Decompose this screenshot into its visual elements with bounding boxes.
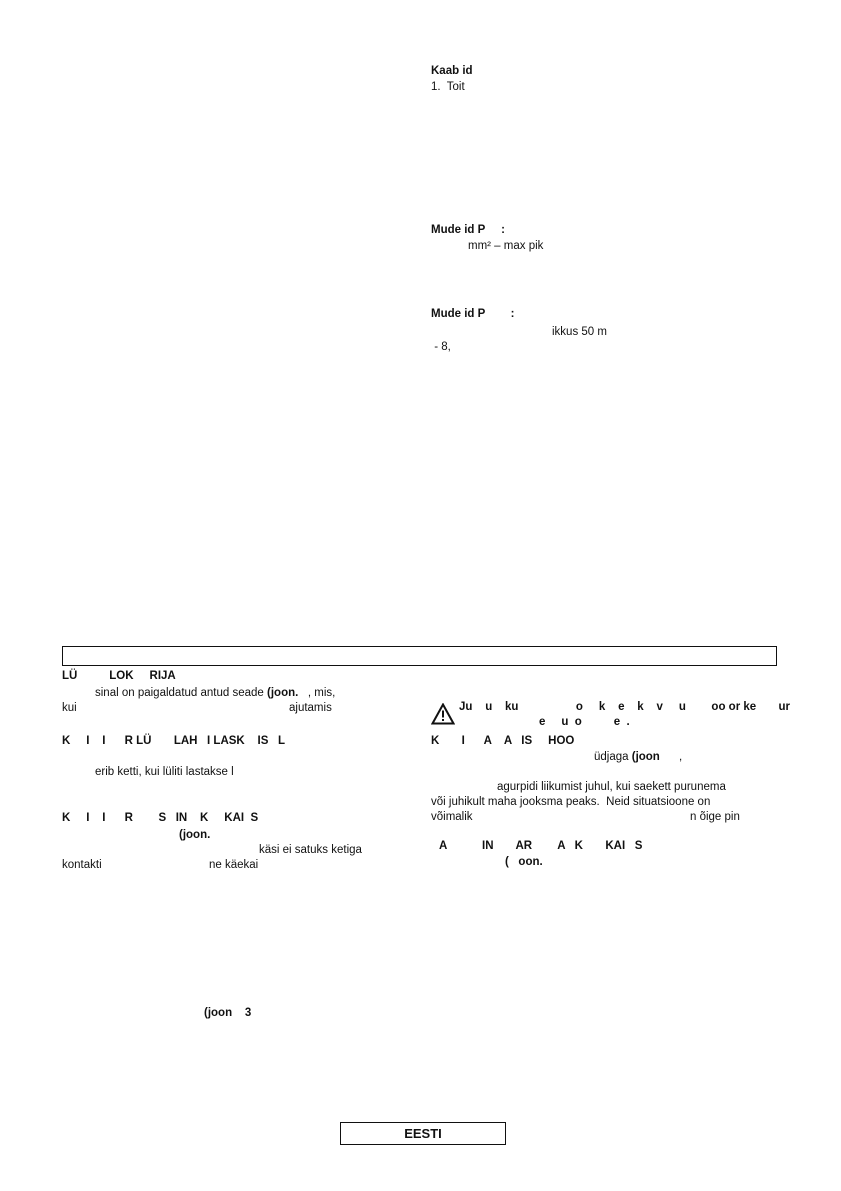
warning-icon bbox=[431, 703, 455, 725]
left-heading-1: LÜ LOK RIJA bbox=[62, 670, 176, 682]
right-heading-2: A IN AR A K KAI S bbox=[439, 840, 643, 852]
section-header-box bbox=[62, 646, 777, 666]
kaablid-heading: Kaab id bbox=[431, 65, 473, 77]
kaablid-line: 1. Toit bbox=[431, 81, 465, 93]
right-para-2-line-1: agurpidi liikumist juhul, kui saekett purunema bbox=[497, 781, 726, 793]
right-para-2-line-3a: võimalik bbox=[431, 811, 473, 823]
warning-text-line-2: e u o e . bbox=[539, 716, 630, 728]
left-para-3-line-3a: kontakti bbox=[62, 859, 102, 871]
right-para-3-line-1: ( oon. bbox=[505, 856, 543, 868]
right-heading-1: K I A A IS HOO bbox=[431, 735, 575, 747]
left-figure-ref: (joon 3 bbox=[204, 1007, 252, 1019]
mudel1-line: mm² – max pik bbox=[468, 240, 544, 252]
left-para-3-line-1: (joon. bbox=[179, 829, 211, 841]
language-label: EESTI bbox=[340, 1122, 506, 1145]
left-para-1-line-1: sinal on paigaldatud antud seade (joon. , mis, bbox=[95, 687, 336, 699]
mudel2-line1: ikkus 50 m bbox=[552, 326, 607, 338]
right-para-1-line-1: üdjaga (joon , bbox=[594, 751, 683, 763]
right-para-2-line-3b: n õige pin bbox=[690, 811, 740, 823]
left-para-1-line-2b: ajutamis bbox=[289, 702, 332, 714]
left-heading-2: K I I R LÜ LAH I LASK IS L bbox=[62, 735, 285, 747]
warning-text-line-1: Ju u ku o k e k v u oo or ke ur bbox=[459, 701, 791, 713]
mudel1-heading: Mude id P : bbox=[431, 224, 505, 236]
mudel2-line2: - 8, bbox=[431, 341, 451, 353]
left-para-2-line-1: erib ketti, kui lüliti lastakse l bbox=[95, 766, 234, 778]
left-para-3-line-2: käsi ei satuks ketiga bbox=[259, 844, 362, 856]
mudel2-heading: Mude id P : bbox=[431, 308, 515, 320]
left-heading-3: K I I R S IN K KAI S bbox=[62, 812, 259, 824]
right-para-2-line-2: või juhikult maha jooksma peaks. Neid situatsioone on bbox=[431, 796, 711, 808]
left-para-3-line-3b: ne käekai bbox=[209, 859, 259, 871]
left-para-1-line-2a: kui bbox=[62, 702, 77, 714]
